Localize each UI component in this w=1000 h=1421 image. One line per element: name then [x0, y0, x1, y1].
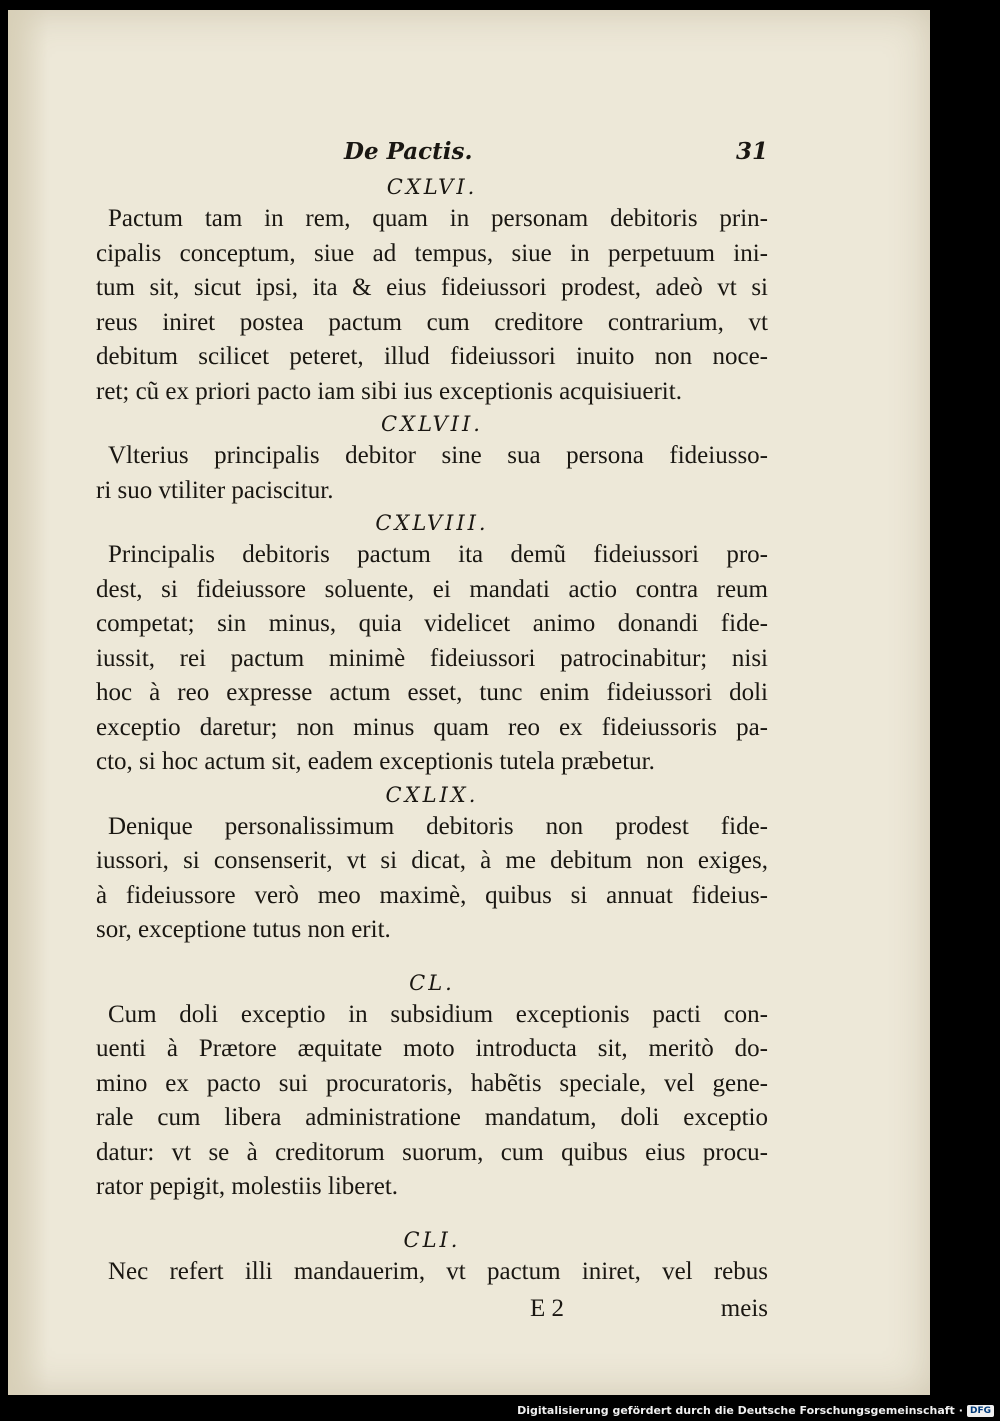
section-paragraph: [96, 998, 768, 1205]
text-line: exceptio daretur; non minus quam reo ex fideiussoris pa-: [96, 713, 768, 741]
text-line: competat; sin minus, quia videlicet animo donandi fide-: [96, 610, 768, 637]
section-numeral: CXLVIII.: [375, 511, 489, 535]
credit-text: Digitalisierung gefördert durch die Deutsche Forschungsgemeinschaft: [517, 1404, 955, 1417]
text-line: Principalis debitoris pactum ita demũ fideiussori pro-: [108, 541, 768, 568]
running-head: [96, 138, 768, 172]
text-line: ri suo vtiliter paciscitur.: [96, 476, 334, 504]
text-line: reus iniret postea pactum cum creditore contrarium, vt: [96, 308, 768, 336]
section-numeral: CXLVII.: [381, 412, 483, 436]
section-numeral: CXLIX.: [385, 782, 479, 807]
text-line: Nec refert illi mandauerim, vt pactum iniret, vel rebus: [108, 1257, 768, 1285]
section-paragraph: [96, 202, 768, 409]
book-page: [8, 10, 930, 1395]
text-line: rale cum libera administratione mandatum, doli exceptio: [96, 1104, 768, 1131]
text-line: iussit, rei pactum minimè fideiussori patrocinabitur; nisi: [96, 644, 768, 672]
section-paragraph: [96, 439, 768, 508]
page-foot: [96, 1295, 768, 1329]
text-line: hoc à reo expresse actum esset, tunc enim fideiussori doli: [96, 679, 768, 706]
text-line: Cum doli exceptio in subsidium exceptionis pacti con-: [108, 1000, 768, 1028]
text-line: datur: vt se à creditorum suorum, cum quibus eius procu-: [96, 1138, 768, 1166]
text-line: sor, exceptione tutus non erit.: [96, 916, 391, 943]
section-numeral: CL.: [409, 970, 455, 995]
text-line: iussori, si consenserit, vt si dicat, à me debitum non exiges,: [96, 847, 768, 874]
text-line: dest, si fideiussore soluente, ei mandati actio contra reum: [96, 575, 768, 603]
separator-text: ·: [958, 1404, 963, 1417]
section-paragraph: [96, 810, 768, 948]
text-line: Denique personalissimum debitoris non prodest fide-: [108, 812, 768, 840]
text-line: tum sit, sicut ipsi, ita & eius fideiussori prodest, adeò vt si: [96, 274, 768, 301]
text-line: Pactum tam in rem, quam in personam debitoris prin-: [108, 205, 768, 232]
text-line: cipalis conceptum, siue ad tempus, siue in perpetuum ini-: [96, 239, 768, 267]
page-gutter-shadow: [8, 10, 48, 1395]
text-line: ret; cũ ex priori pacto iam sibi ius exceptionis acquisiuerit.: [96, 377, 682, 405]
text-line: Vlterius principalis debitor sine sua persona fideiusso-: [108, 442, 768, 469]
text-line: mino ex pacto sui procuratoris, habẽtis speciale, vel gene-: [96, 1069, 768, 1097]
catchword: meis: [720, 1295, 768, 1322]
text-line: à fideiussore verò meo maximè, quibus si annuat fideius-: [96, 881, 768, 909]
text-line: rator pepigit, molestiis liberet.: [96, 1173, 399, 1200]
text-block: [96, 138, 768, 1329]
digitization-credit: [517, 1404, 994, 1417]
text-line: cto, si hoc actum sit, eadem exceptionis tutela præbetur.: [96, 748, 655, 775]
running-title: De Pactis.: [344, 138, 473, 165]
section-numeral: CLI.: [403, 1227, 461, 1252]
signature-mark: E 2: [530, 1295, 565, 1322]
sections-container: [96, 172, 768, 1289]
page-number: 31: [735, 138, 768, 165]
section-paragraph: [96, 1255, 768, 1290]
section-numeral: CXLVI.: [386, 175, 478, 199]
text-line: uenti à Prætore æquitate moto introducta sit, meritò do-: [96, 1035, 768, 1062]
text-line: debitum scilicet peteret, illud fideiussori inuito non noce-: [96, 343, 768, 370]
dfg-logo: DFG: [967, 1405, 994, 1417]
section-paragraph: [96, 538, 768, 780]
